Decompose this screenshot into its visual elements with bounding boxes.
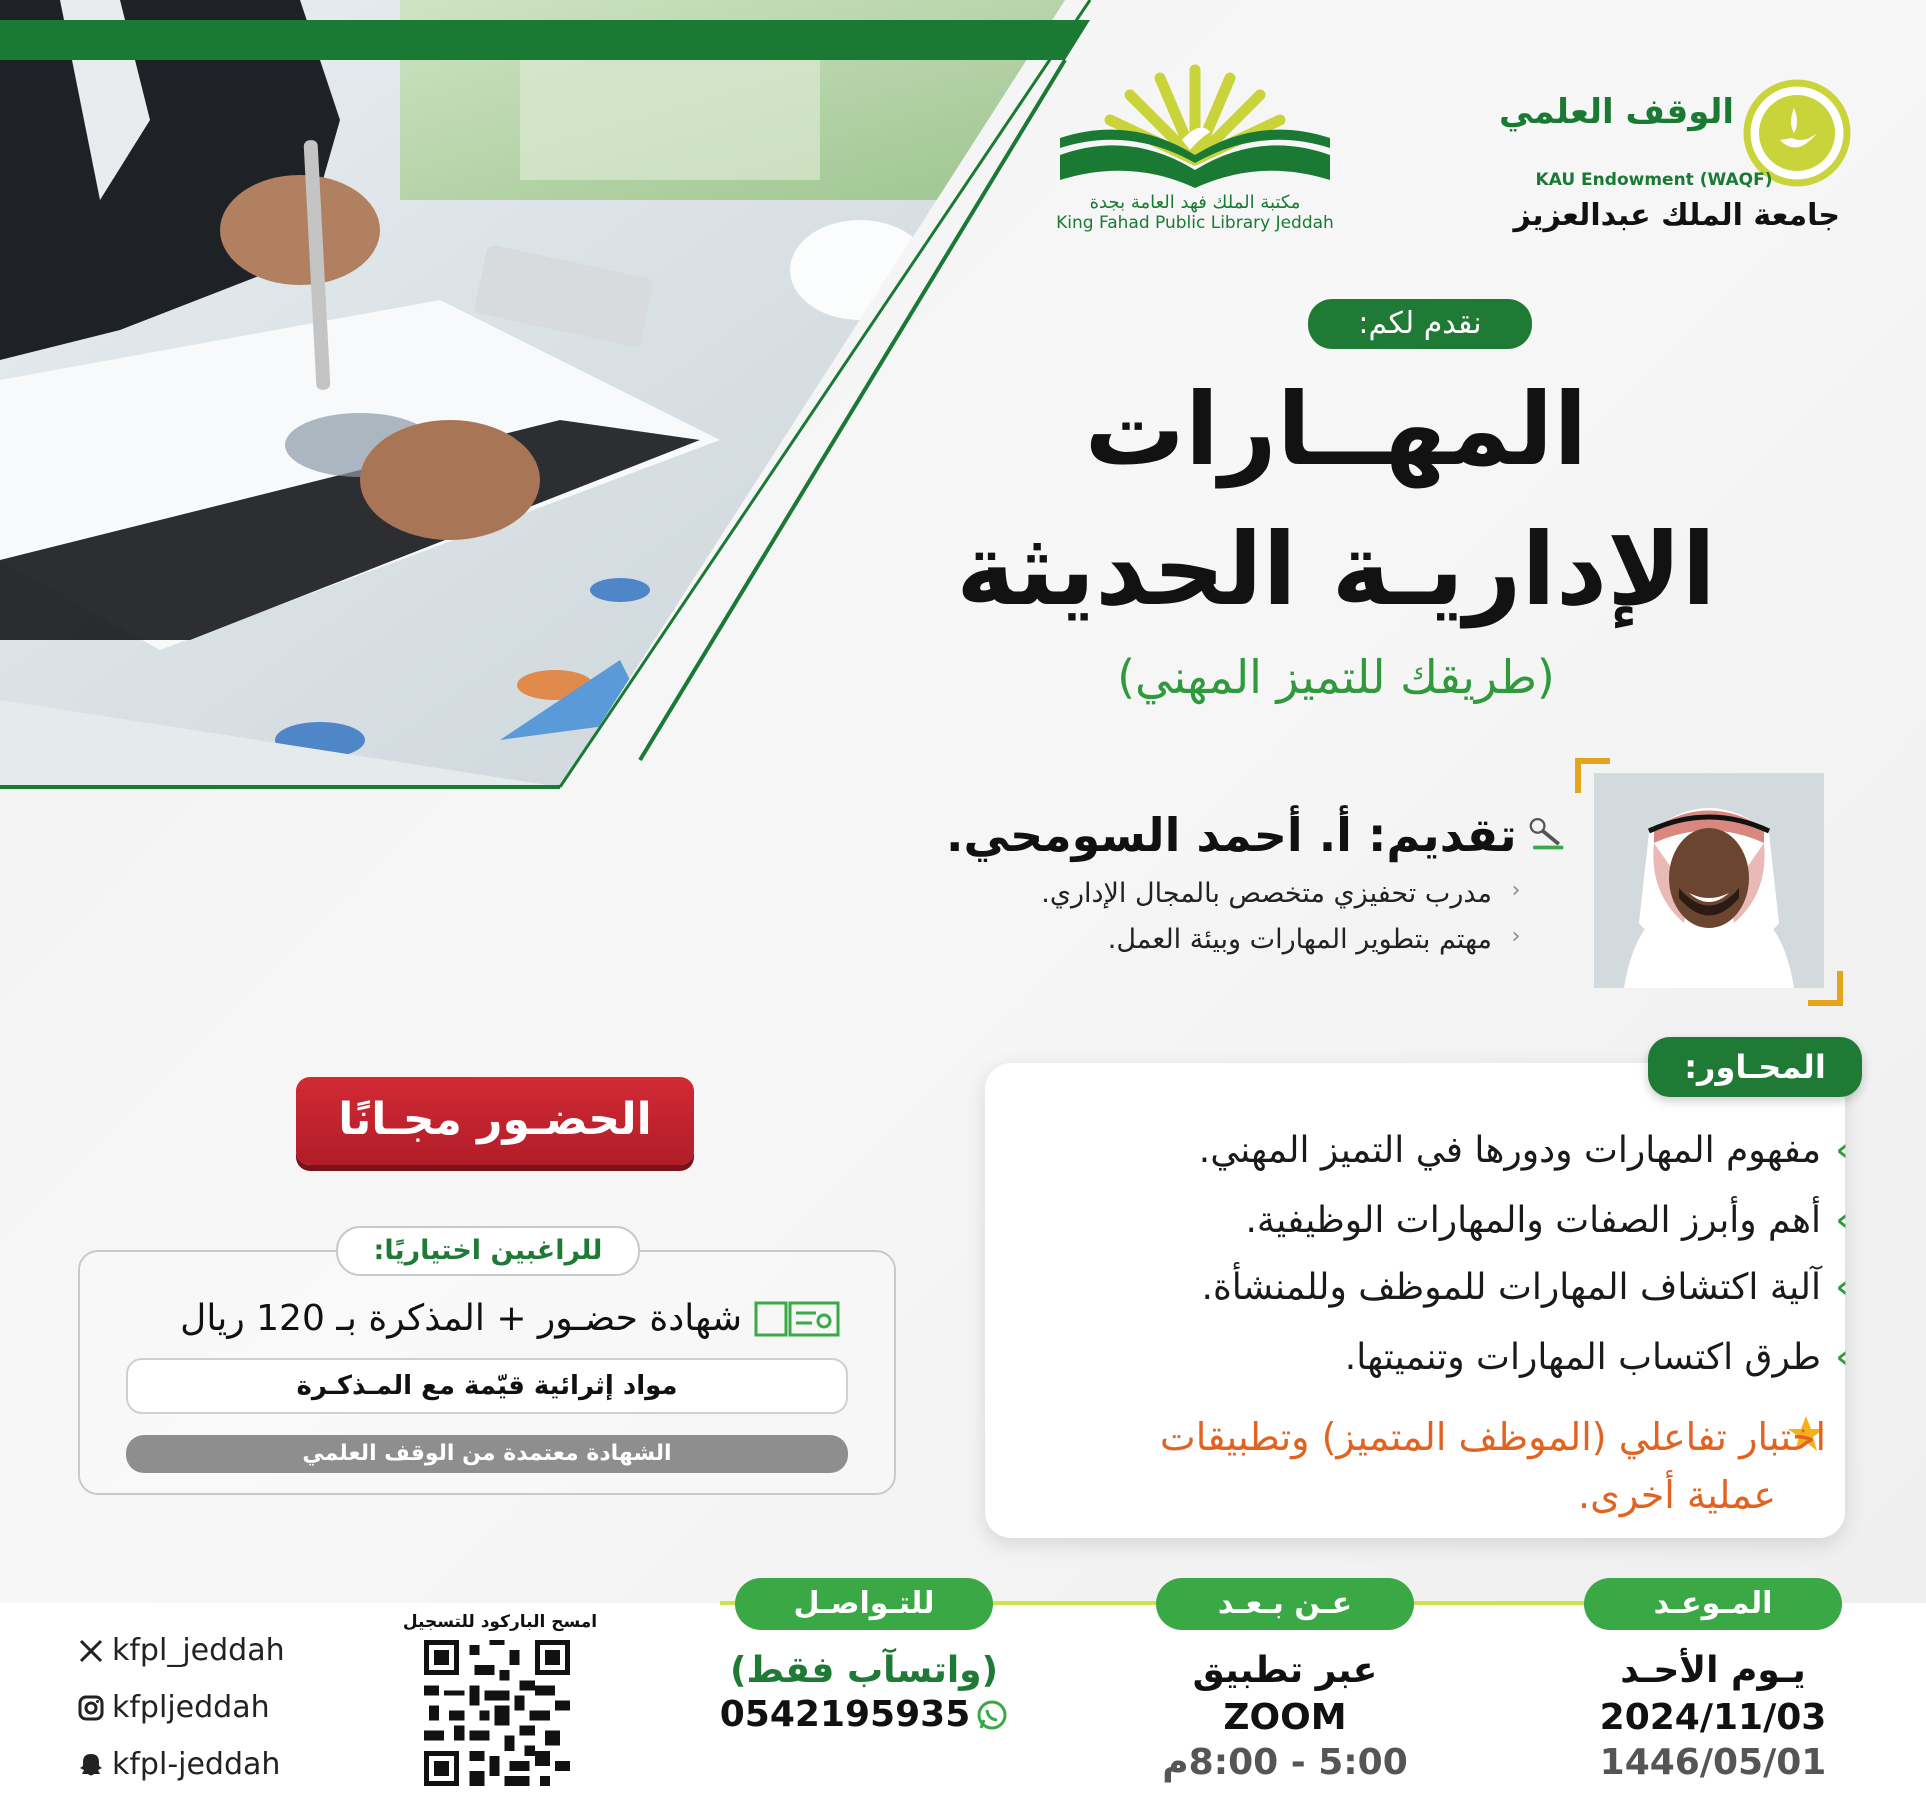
contact-phone[interactable]: 0542195935	[719, 1694, 971, 1735]
library-logo	[1050, 60, 1340, 250]
date-gregorian: 2024/11/03	[1599, 1697, 1827, 1738]
library-sunburst-icon	[1050, 60, 1340, 190]
remote-time: 5:00 - 8:00م	[1162, 1742, 1408, 1783]
certificate-offer-text: شهادة حضـور + المذكرة بـ 120 ريال	[180, 1298, 742, 1339]
topic-item-1: مفهوم المهارات ودورها في التميز المهني.	[1198, 1130, 1821, 1171]
materials-note: مواد إثرائية قيّمة مع المـذكـرة	[126, 1358, 848, 1414]
social-instagram-handle: kfpljeddah	[112, 1690, 270, 1725]
topic-highlight-line-2: عملية أخرى.	[1578, 1473, 1776, 1517]
presenter-bio-1-text: مدرب تحفيزي متخصص بالمجال الإداري.	[1041, 878, 1492, 909]
date-hijri: 1446/05/01	[1599, 1742, 1827, 1783]
instagram-icon	[76, 1693, 106, 1723]
social-snapchat-handle: kfpl-jeddah	[112, 1747, 281, 1782]
date-day: يـوم الأحـد	[1620, 1650, 1806, 1691]
subtitle: (طريقك للتميز المهني)	[1117, 650, 1555, 704]
chevron-icon: ‹	[1835, 1340, 1849, 1375]
topic-item-4: طرق اكتساب المهارات وتنميتها.	[1344, 1337, 1821, 1378]
presenter-bio-2	[906, 924, 1526, 955]
social-instagram[interactable]	[76, 1690, 336, 1725]
chevron-icon: ‹	[1835, 1133, 1849, 1168]
date-label: المـوعـد	[1584, 1578, 1842, 1630]
waqf-name-ar: الوقف العلمي	[1498, 92, 1734, 132]
chevron-icon: ‹	[1835, 1270, 1849, 1305]
main-title-line-1: المهــارات	[1084, 371, 1588, 488]
main-title	[886, 360, 1786, 640]
remote-app-name: ZOOM	[1223, 1697, 1347, 1738]
snapchat-icon	[76, 1750, 106, 1780]
contact-label: للتـواصـل	[735, 1578, 993, 1630]
whatsapp-icon	[976, 1699, 1008, 1731]
registration-qr-code[interactable]	[424, 1640, 570, 1786]
certificate-offer	[140, 1298, 840, 1339]
contact-phone-row	[715, 1694, 1013, 1735]
presenter-name-text: تقديم: أ. أحمد السومحي.	[946, 808, 1517, 862]
topic-item-3: آلية اكتشاف المهارات للموظف وللمنشأة.	[1201, 1267, 1821, 1308]
main-title-line-2: الإداريـة الحديثة	[956, 511, 1716, 628]
accreditation-note: الشهادة معتمدة من الوقف العلمي	[126, 1435, 848, 1473]
library-name-ar: مكتبة الملك فهد العامة بجدة	[1089, 192, 1301, 213]
remote-label: عـن بـعـد	[1156, 1578, 1414, 1630]
presenter-bio-2-text: مهتم بتطوير المهارات وبيئة العمل.	[1107, 924, 1492, 955]
presenter-photo	[1594, 773, 1824, 988]
social-x-handle: kfpl_jeddah	[112, 1633, 285, 1668]
waqf-logo	[1498, 70, 1870, 250]
chevron-icon: ‹	[1835, 1203, 1849, 1238]
qr-caption: امسح الباركود للتسجيل	[402, 1612, 598, 1632]
intro-label: نقدم لكم:	[1308, 299, 1532, 349]
topic-highlight	[1066, 1408, 1826, 1524]
library-name-en: King Fahad Public Library Jeddah	[1056, 213, 1334, 233]
chevron-icon: ‹	[1511, 878, 1521, 903]
presenter-bio-1	[906, 878, 1526, 909]
topic-highlight-line-1: اختبار تفاعلي (الموظف المتميز) وتطبيقات	[1159, 1415, 1826, 1459]
free-attendance-badge: الحضـور مجـانًا	[296, 1077, 694, 1165]
social-x[interactable]	[76, 1633, 336, 1668]
remote-app-line: عبر تطبيق	[1192, 1650, 1378, 1691]
university-name: جامعة الملك عبدالعزيز	[1513, 198, 1840, 233]
waqf-name-en: KAU Endowment (WAQF)	[1535, 170, 1773, 190]
presenter-name	[946, 808, 1566, 862]
social-snapchat[interactable]	[76, 1747, 336, 1782]
topics-label: المحـاور:	[1648, 1037, 1862, 1097]
microphone-icon	[1527, 809, 1566, 861]
certificate-icon	[754, 1299, 840, 1339]
optional-label: للراغبين اختياريًا:	[336, 1226, 640, 1276]
topic-item-2: أهم وأبرز الصفات والمهارات الوظيفية.	[1245, 1200, 1821, 1241]
contact-note: (واتسآب فقط)	[729, 1650, 999, 1691]
presenter-photo-frame	[1574, 757, 1844, 1007]
chevron-icon: ‹	[1511, 924, 1521, 949]
x-icon	[76, 1636, 106, 1666]
